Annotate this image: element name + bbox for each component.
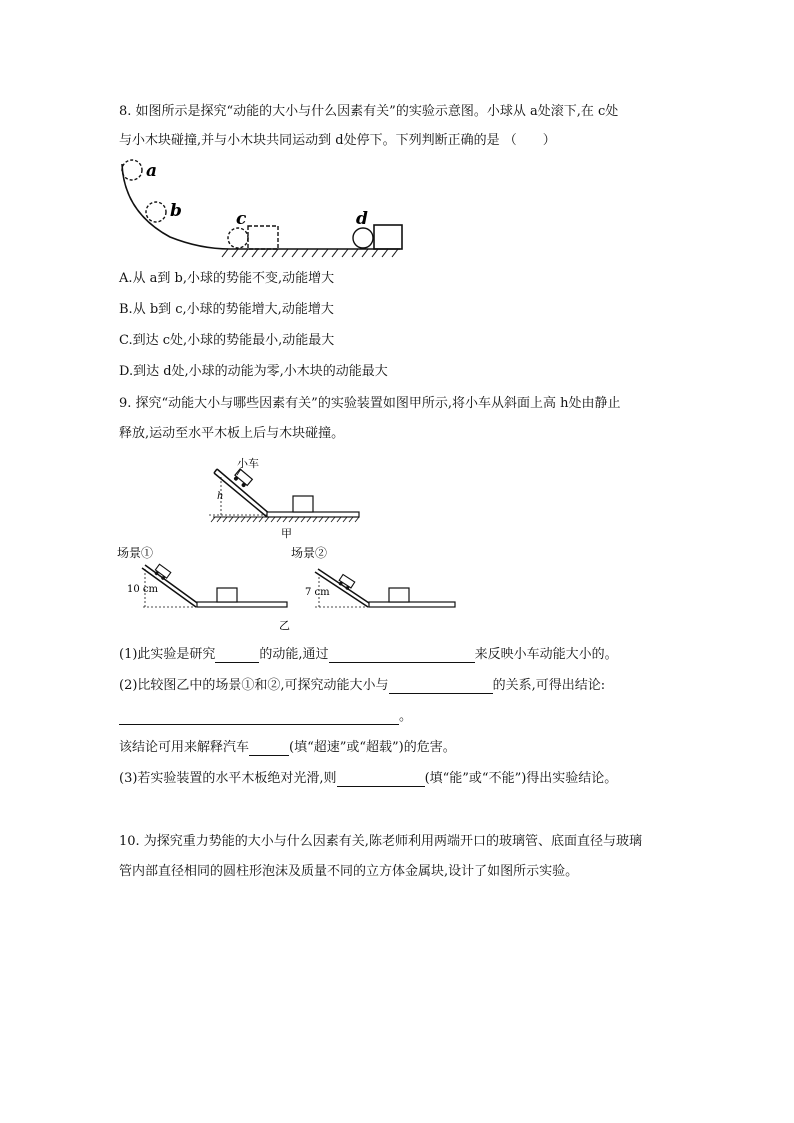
q9-p2-text-b: 的关系,可得出结论: [492,678,606,693]
car-label: 小车 [237,457,259,470]
q9-p1-text-b: 的动能,通过 [259,647,329,662]
q9-part3 [119,771,617,787]
wood-block [293,496,313,512]
ball-c [228,228,248,248]
caption-jia: 甲 [281,527,292,540]
scene1-height: 10 cm [127,584,158,595]
answer-blank-4[interactable] [119,711,399,725]
q8-line1: 8. 如图所示是探究“动能的大小与什么因素有关”的实验示意图。小球从 a处滚下,在 c处 [119,104,619,119]
scene2-label: 场景② [291,546,328,560]
q9-p1-text-a: (1)此实验是研究 [119,647,216,662]
q9-p3-text-b: (填“能”或“不能”)得出实验结论。 [424,771,618,786]
scene2-block [389,588,409,602]
scene1-block [217,588,237,602]
q9-p3-text-a: (3)若实验装置的水平木板绝对光滑,则 [119,771,337,786]
q9-part2-conclusion [119,709,412,725]
q9-p2c-text-a: 该结论可用来解释汽车 [119,740,250,755]
block-d [374,225,402,249]
block-c [248,226,278,249]
answer-blank-3[interactable] [389,680,493,694]
q9-p1-text-c: 来反映小车动能大小的。 [474,647,618,662]
q9-part2 [119,678,605,694]
answer-blank-5[interactable] [249,742,289,756]
scene1-label: 场景① [117,546,154,560]
answer-blank-1[interactable] [215,649,259,663]
scene2-height: 7 cm [305,587,330,598]
h-label: h [217,491,224,502]
ball-b [146,202,166,222]
q9-p2-end: 。 [399,709,413,724]
q8-line2: 与小木块碰撞,并与小木块共同运动到 d处停下。下列判断正确的是 （ ） [119,133,556,148]
label-d: d [356,209,368,229]
answer-blank-2b[interactable] [401,649,475,663]
q8-option-a: A.从 a到 b,小球的势能不变,动能增大 [119,271,335,286]
label-a: a [146,161,158,181]
ball-a [122,160,142,180]
q9-line2: 释放,运动至水平木板上后与木块碰撞。 [119,426,345,441]
q9-p2-text-a: (2)比较图乙中的场景①和②,可探究动能大小与 [119,678,389,693]
q9-part1 [119,647,618,663]
label-c: c [236,209,247,229]
q9-part2-cont [119,740,456,756]
q9-figure-yi [115,545,465,635]
q10-line2: 管内部直径相同的圆柱形泡沫及质量不同的立方体金属块,设计了如图所示实验。 [119,864,579,879]
answer-blank-6[interactable] [337,773,425,787]
answer-blank-2a[interactable] [329,649,401,663]
ball-d [353,228,373,248]
q8-option-b: B.从 b到 c,小球的势能增大,动能增大 [119,302,334,317]
q9-line1: 9. 探究“动能大小与哪些因素有关”的实验装置如图甲所示,将小车从斜面上高 h处由静止 [119,396,621,411]
q9-figure-jia [205,455,370,545]
caption-yi: 乙 [279,619,290,632]
q8-option-d: D.到达 d处,小球的动能为零,小木块的动能最大 [119,364,388,379]
q10-line1: 10. 为探究重力势能的大小与什么因素有关,陈老师利用两端开口的玻璃管、底面直径与玻璃 [119,834,642,849]
q9-p2c-text-b: (填“超速”或“超载”)的危害。 [289,740,456,755]
label-b: b [170,201,182,221]
q8-option-c: C.到达 c处,小球的势能最小,动能最大 [119,333,335,348]
q8-figure [110,152,410,262]
